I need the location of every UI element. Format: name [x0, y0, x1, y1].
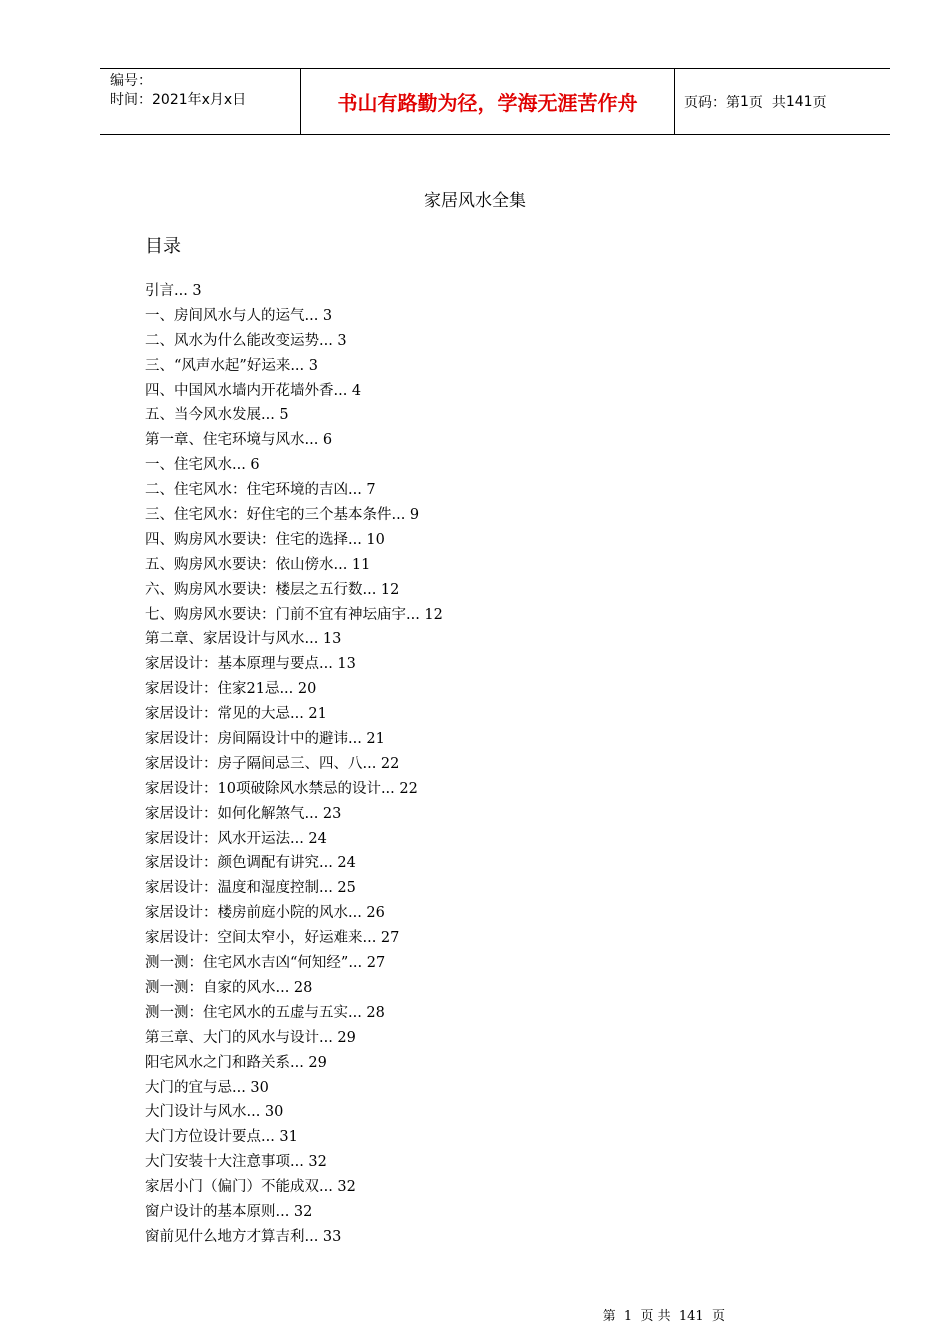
toc-entry[interactable]: 第三章、大门的风水与设计... 29 [145, 1029, 356, 1046]
time-label: 时间：2021年x月x日 [110, 92, 247, 108]
page-current: 1 [740, 93, 749, 110]
document-title: 家居风水全集 [424, 191, 526, 211]
table-of-contents [145, 279, 443, 1250]
toc-entry[interactable]: 家居设计：住家21忌... 20 [145, 681, 317, 698]
toc-entry[interactable]: 二、住宅风水：住宅环境的吉凶... 7 [145, 482, 376, 499]
toc-entry[interactable]: 第一章、住宅环境与风水... 6 [145, 432, 333, 449]
toc-entry[interactable]: 家居小门（偏门）不能成双... 32 [145, 1179, 356, 1196]
page-mid: 页 共 [748, 94, 786, 111]
toc-entry[interactable]: 测一测：住宅风水吉凶“何知经”... 27 [145, 955, 386, 972]
toc-entry[interactable]: 四、中国风水墙内开花墙外香... 4 [145, 382, 362, 399]
header-motto: 书山有路勤为径，学海无涯苦作舟 [301, 69, 675, 134]
toc-entry[interactable]: 二、风水为什么能改变运势... 3 [145, 332, 347, 349]
toc-entry[interactable]: 家居设计：房子隔间忌三、四、八... 22 [145, 755, 400, 772]
footer-page-total: 141 [678, 1309, 704, 1324]
header-info-cell [100, 69, 301, 134]
toc-entry[interactable]: 大门方位设计要点... 31 [145, 1129, 298, 1146]
toc-entry[interactable]: 家居设计：常见的大忌... 21 [145, 706, 327, 723]
toc-entry[interactable]: 六、购房风水要诀：楼层之五行数... 12 [145, 581, 400, 598]
toc-entry[interactable]: 三、“风声水起”好运来... 3 [145, 357, 318, 374]
page-suffix: 页 [812, 94, 827, 111]
footer-mid: 页 共 [636, 1309, 675, 1324]
toc-entry[interactable]: 大门安装十大注意事项... 32 [145, 1154, 327, 1171]
footer-prefix: 第 [602, 1309, 620, 1324]
toc-entry[interactable]: 家居设计：楼房前庭小院的风水... 26 [145, 905, 385, 922]
toc-entry[interactable]: 家居设计：颜色调配有讲究... 24 [145, 855, 356, 872]
toc-entry[interactable]: 阳宅风水之门和路关系... 29 [145, 1054, 327, 1071]
toc-entry[interactable]: 家居设计：空间太窄小，好运难来... 27 [145, 930, 400, 947]
toc-entry[interactable]: 四、购房风水要诀：住宅的选择... 10 [145, 531, 385, 548]
toc-entry[interactable]: 家居设计：房间隔设计中的避讳... 21 [145, 731, 385, 748]
toc-entry[interactable]: 家居设计：基本原理与要点... 13 [145, 656, 356, 673]
page-header [100, 68, 890, 135]
toc-entry[interactable]: 七、购房风水要诀：门前不宜有神坛庙宇... 12 [145, 606, 443, 623]
toc-entry[interactable]: 家居设计：风水开运法... 24 [145, 830, 327, 847]
serial-number-label: 编号： [110, 73, 152, 89]
toc-entry[interactable]: 一、房间风水与人的运气... 3 [145, 307, 333, 324]
header-page-count [675, 69, 890, 134]
page-label: 页码：第 [684, 94, 740, 111]
toc-heading: 目录 [145, 236, 181, 257]
toc-entry[interactable]: 窗前见什么地方才算吉利... 33 [145, 1228, 342, 1245]
toc-entry[interactable]: 第二章、家居设计与风水... 13 [145, 631, 342, 648]
toc-entry[interactable]: 引言... 3 [145, 283, 202, 299]
toc-entry[interactable]: 家居设计：10项破除风水禁忌的设计... 22 [145, 780, 418, 797]
footer-page-current: 1 [623, 1309, 633, 1324]
footer-suffix: 页 [707, 1309, 725, 1324]
toc-entry[interactable]: 大门的宜与忌... 30 [145, 1079, 269, 1096]
toc-entry[interactable]: 大门设计与风水... 30 [145, 1104, 284, 1121]
toc-entry[interactable]: 窗户设计的基本原则... 32 [145, 1203, 313, 1220]
toc-entry[interactable]: 五、当今风水发展... 5 [145, 407, 289, 424]
page-total: 141 [785, 93, 813, 110]
toc-entry[interactable]: 一、住宅风水... 6 [145, 457, 260, 474]
toc-entry[interactable]: 家居设计：如何化解煞气... 23 [145, 805, 342, 822]
page-footer [603, 1305, 725, 1324]
toc-entry[interactable]: 五、购房风水要诀：依山傍水... 11 [145, 556, 371, 573]
toc-entry[interactable]: 三、住宅风水：好住宅的三个基本条件... 9 [145, 507, 420, 524]
toc-entry[interactable]: 测一测：住宅风水的五虚与五实... 28 [145, 1004, 385, 1021]
toc-entry[interactable]: 家居设计：温度和湿度控制... 25 [145, 880, 356, 897]
toc-entry[interactable]: 测一测：自家的风水... 28 [145, 979, 313, 996]
